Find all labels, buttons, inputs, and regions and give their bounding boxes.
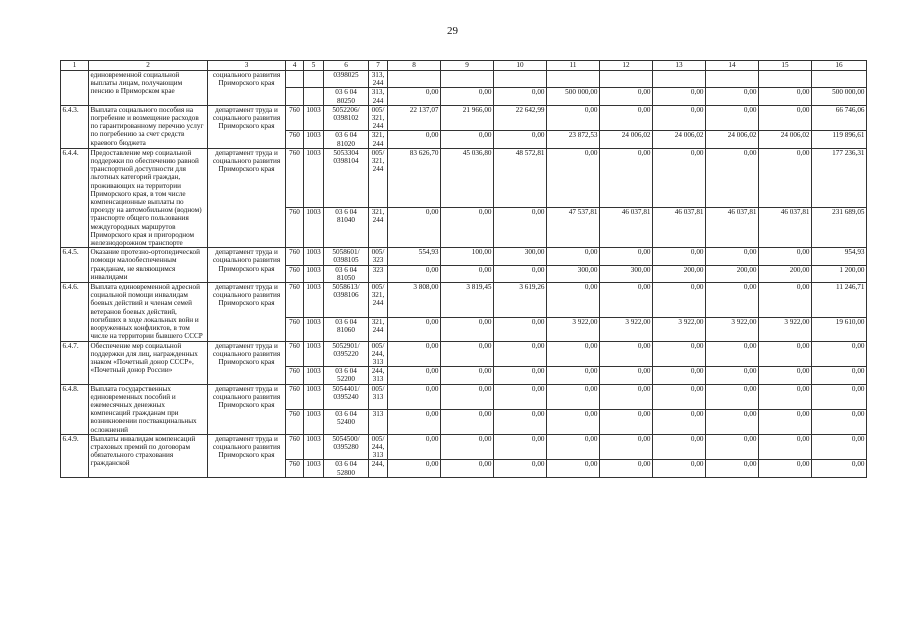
table-cell: 0,00: [759, 88, 812, 105]
table-cell: 200,00: [653, 265, 706, 282]
table-body: [61, 61, 867, 478]
table-row: [61, 341, 867, 367]
column-number: 11: [547, 61, 600, 71]
table-cell: 3 922,00: [759, 317, 812, 341]
table-cell: 6.4.5.: [61, 248, 89, 283]
table-cell: 0,00: [812, 434, 867, 460]
table-cell: 321, 244: [369, 317, 388, 341]
table-cell: 0,00: [547, 148, 600, 207]
table-cell: 321, 244: [369, 131, 388, 148]
table-cell: 0,00: [494, 88, 547, 105]
table-cell: 760: [286, 265, 304, 282]
table-cell: 0,00: [653, 367, 706, 384]
table-cell: 5054401/ 0395240: [324, 384, 369, 409]
table-cell: Выплаты инвалидам компенсаций страховых премий по договорам обязательного страхования гражданской: [89, 434, 208, 477]
column-number: 3: [208, 61, 286, 71]
table-cell: 005/ 321, 244: [369, 283, 388, 318]
table-cell: департамент труда и социального развития Приморского края: [208, 341, 286, 384]
table-cell: 0,00: [441, 367, 494, 384]
table-cell: 24 006,02: [653, 131, 706, 148]
table-cell: 0,00: [600, 434, 653, 460]
table-cell: 5058601/ 0398105: [324, 248, 369, 265]
table-cell: 760: [286, 148, 304, 207]
table-cell: 760: [286, 248, 304, 265]
table-cell: 0,00: [759, 248, 812, 265]
table-cell: 0,00: [600, 367, 653, 384]
table-cell: 0,00: [600, 460, 653, 477]
table-cell: 0,00: [812, 384, 867, 409]
table-cell: 0,00: [547, 434, 600, 460]
column-number: 1: [61, 61, 89, 71]
table-cell: 0,00: [441, 341, 494, 367]
table-cell: [304, 88, 324, 105]
table-cell: Предоставление мер социальной поддержки по обеспечению равной транспортной доступности для льготных категорий граждан, проживающих на территории Приморского края, в том числе компенсационные выплаты по проезду на автомобильном (водном) транспорте общего пользования междугородных маршрутов Приморского края и пригородном железнодорожном транспорте: [89, 148, 208, 247]
table-cell: 0,00: [759, 341, 812, 367]
table-cell: 0,00: [388, 317, 441, 341]
table-cell: 0,00: [441, 131, 494, 148]
table-cell: 760: [286, 367, 304, 384]
table-cell: 0,00: [494, 317, 547, 341]
table-cell: 760: [286, 409, 304, 434]
table-cell: 5052901/ 0395220: [324, 341, 369, 367]
table-cell: Обеспечение мер социальной поддержки для лиц, награжденных знаком «Почетный донор СССР», «Почетный донор России»: [89, 341, 208, 384]
table-cell: 0,00: [600, 283, 653, 318]
table-cell: 0,00: [441, 434, 494, 460]
table-cell: 760: [286, 283, 304, 318]
table-cell: 0,00: [653, 341, 706, 367]
table-cell: 0,00: [600, 105, 653, 131]
table-cell: 0,00: [706, 248, 759, 265]
table-cell: 0,00: [812, 341, 867, 367]
table-cell: 0,00: [547, 460, 600, 477]
table-cell: 46 037,81: [759, 208, 812, 248]
table-cell: 760: [286, 317, 304, 341]
table-cell: 005/ 313: [369, 384, 388, 409]
table-cell: 323: [369, 265, 388, 282]
table-cell: 0,00: [388, 367, 441, 384]
column-number: 4: [286, 61, 304, 71]
table-cell: департамент труда и социального развития Приморского края: [208, 248, 286, 283]
table-cell: 46 037,81: [653, 208, 706, 248]
table-cell: 5053304 0398104: [324, 148, 369, 207]
table-cell: 3 819,45: [441, 283, 494, 318]
table-cell: [653, 71, 706, 88]
column-number: 10: [494, 61, 547, 71]
table-cell: Выплата государственных единовременных пособий и ежемесячных денежных компенсаций гражданам при возникновении поствакцинальных осложнений: [89, 384, 208, 434]
table-cell: 0,00: [812, 460, 867, 477]
table-cell: 45 036,80: [441, 148, 494, 207]
table-cell: 0,00: [388, 265, 441, 282]
table-cell: 1003: [304, 248, 324, 265]
table-cell: 005/ 244, 313: [369, 341, 388, 367]
table-cell: 6.4.8.: [61, 384, 89, 434]
table-cell: 0,00: [441, 208, 494, 248]
table-cell: 03 6 04 52800: [324, 460, 369, 477]
table-cell: 300,00: [600, 265, 653, 282]
table-cell: [61, 71, 89, 106]
table-row: [61, 283, 867, 318]
table-cell: 3 619,26: [494, 283, 547, 318]
table-cell: 760: [286, 208, 304, 248]
column-number: 5: [304, 61, 324, 71]
table-cell: [600, 71, 653, 88]
table-cell: 3 808,00: [388, 283, 441, 318]
table-cell: 0,00: [388, 434, 441, 460]
table-cell: Выплата единовременной адресной социальной помощи инвалидам боевых действий и членам семей ветеранов боевых действий, погибших в ходе локальных войн и вооруженных конфликтов, в том числе на территории бывшего СССР: [89, 283, 208, 341]
table-cell: 83 626,70: [388, 148, 441, 207]
table-cell: 0,00: [494, 367, 547, 384]
table-cell: 03 6 04 52400: [324, 409, 369, 434]
table-cell: 19 610,00: [812, 317, 867, 341]
table-cell: 0,00: [759, 283, 812, 318]
table-cell: 0,00: [600, 88, 653, 105]
table-cell: 22 642,99: [494, 105, 547, 131]
column-numbers-row: [61, 61, 867, 71]
table-cell: 5052206/ 0398102: [324, 105, 369, 131]
table-cell: департамент труда и социального развития Приморского края: [208, 148, 286, 247]
table-cell: 47 537,81: [547, 208, 600, 248]
table-cell: 0,00: [494, 409, 547, 434]
table-cell: 03 6 04 81040: [324, 208, 369, 248]
table-cell: 0,00: [653, 148, 706, 207]
table-cell: 0,00: [388, 88, 441, 105]
table-cell: 0,00: [388, 341, 441, 367]
table-cell: 0,00: [706, 341, 759, 367]
table-cell: [494, 71, 547, 88]
table-cell: [388, 71, 441, 88]
table-cell: 0,00: [706, 283, 759, 318]
table-cell: 03 6 04 81050: [324, 265, 369, 282]
table-cell: 03 6 04 52200: [324, 367, 369, 384]
table-cell: 0,00: [759, 105, 812, 131]
table-cell: 313, 244: [369, 88, 388, 105]
column-number: 9: [441, 61, 494, 71]
budget-table: [60, 60, 867, 478]
table-cell: 0,00: [706, 88, 759, 105]
table-cell: 3 922,00: [653, 317, 706, 341]
table-cell: 500 000,00: [547, 88, 600, 105]
table-cell: 200,00: [759, 265, 812, 282]
table-cell: 1003: [304, 384, 324, 409]
table-cell: 005/ 323: [369, 248, 388, 265]
table-cell: 0,00: [388, 208, 441, 248]
table-cell: 100,00: [441, 248, 494, 265]
table-cell: 0,00: [547, 341, 600, 367]
table-cell: 3 922,00: [706, 317, 759, 341]
column-number: 15: [759, 61, 812, 71]
table-cell: 0,00: [653, 105, 706, 131]
table-cell: 0,00: [706, 384, 759, 409]
table-cell: департамент труда и социального развития Приморского края: [208, 283, 286, 341]
column-number: 16: [812, 61, 867, 71]
page-number: 29: [447, 25, 458, 37]
table-cell: 119 896,61: [812, 131, 867, 148]
table-cell: 321, 244: [369, 208, 388, 248]
table-cell: 0,00: [600, 341, 653, 367]
table-cell: 0,00: [441, 409, 494, 434]
table-cell: 0,00: [547, 283, 600, 318]
table-cell: 244, 313: [369, 367, 388, 384]
table-cell: [812, 71, 867, 88]
table-cell: 760: [286, 341, 304, 367]
table-cell: 760: [286, 384, 304, 409]
table-cell: 005/ 321, 244: [369, 105, 388, 131]
table-cell: 1 200,00: [812, 265, 867, 282]
table-cell: 0,00: [706, 148, 759, 207]
table-cell: 0,00: [547, 409, 600, 434]
table-cell: 0,00: [600, 148, 653, 207]
table-cell: 03 6 04 81020: [324, 131, 369, 148]
table-cell: 0,00: [706, 409, 759, 434]
table-cell: 1003: [304, 367, 324, 384]
table-cell: 0,00: [706, 367, 759, 384]
table-cell: 0,00: [388, 409, 441, 434]
table-cell: 0,00: [494, 131, 547, 148]
table-cell: 300,00: [547, 265, 600, 282]
table-cell: 0,00: [653, 384, 706, 409]
table-cell: 1003: [304, 317, 324, 341]
table-cell: [759, 71, 812, 88]
table-cell: 244,: [369, 460, 388, 477]
table-cell: департамент труда и социального развития Приморского края: [208, 384, 286, 434]
table-cell: 0,00: [494, 265, 547, 282]
table-cell: 0,00: [759, 367, 812, 384]
table-cell: 24 006,02: [706, 131, 759, 148]
table-cell: 21 966,00: [441, 105, 494, 131]
table-cell: 46 037,81: [706, 208, 759, 248]
table-cell: [706, 71, 759, 88]
table-cell: 0,00: [547, 367, 600, 384]
table-cell: 0,00: [653, 248, 706, 265]
table-cell: 0,00: [812, 409, 867, 434]
table-row: [61, 71, 867, 88]
table-cell: 1003: [304, 105, 324, 131]
table-cell: 11 246,71: [812, 283, 867, 318]
table-cell: 0,00: [494, 384, 547, 409]
table-cell: 1003: [304, 208, 324, 248]
table-cell: 0,00: [653, 88, 706, 105]
table-cell: 0,00: [441, 460, 494, 477]
table-cell: 231 689,05: [812, 208, 867, 248]
table-cell: Оказание протезно-ортопедической помощи малообеспеченным гражданам, не являющимся инвалидами: [89, 248, 208, 283]
table-cell: 0,00: [759, 384, 812, 409]
table-row: [61, 105, 867, 131]
table-cell: 5058613/ 0398106: [324, 283, 369, 318]
table-cell: 1003: [304, 148, 324, 207]
table-cell: Выплата социального пособия на погребение и возмещение расходов по гарантированному перечню услуг по погребению за счет средств краевого бюджета: [89, 105, 208, 148]
table-cell: 0,00: [547, 384, 600, 409]
table-cell: 1003: [304, 131, 324, 148]
table-cell: 0,00: [759, 460, 812, 477]
table-cell: [441, 71, 494, 88]
table-cell: 0,00: [600, 248, 653, 265]
table-cell: 0,00: [494, 434, 547, 460]
column-number: 12: [600, 61, 653, 71]
table-cell: 6.4.3.: [61, 105, 89, 148]
table-cell: 0,00: [547, 248, 600, 265]
table-cell: 0,00: [441, 384, 494, 409]
table-cell: 0,00: [759, 148, 812, 207]
table-cell: 0,00: [706, 434, 759, 460]
table-cell: 313, 244: [369, 71, 388, 88]
table-cell: 03 6 04 81060: [324, 317, 369, 341]
table-cell: 760: [286, 105, 304, 131]
table-cell: 760: [286, 460, 304, 477]
table-cell: 0,00: [653, 283, 706, 318]
table-cell: 1003: [304, 265, 324, 282]
table-cell: 24 006,02: [759, 131, 812, 148]
table-cell: [304, 71, 324, 88]
column-number: 8: [388, 61, 441, 71]
table-cell: 1003: [304, 341, 324, 367]
table-cell: 0,00: [441, 317, 494, 341]
table-cell: 0,00: [547, 105, 600, 131]
table-cell: департамент труда и социального развития Приморского края: [208, 434, 286, 477]
table-row: [61, 384, 867, 409]
table-cell: 0,00: [759, 434, 812, 460]
table-cell: 760: [286, 131, 304, 148]
table-cell: 0,00: [388, 131, 441, 148]
table-cell: 6.4.6.: [61, 283, 89, 341]
table-cell: 005/ 244, 313: [369, 434, 388, 460]
table-cell: 0,00: [388, 384, 441, 409]
table-cell: 0,00: [653, 460, 706, 477]
column-number: 6: [324, 61, 369, 71]
table-cell: 0,00: [441, 88, 494, 105]
table-cell: 177 236,31: [812, 148, 867, 207]
table-cell: 0,00: [441, 265, 494, 282]
table-cell: 3 922,00: [600, 317, 653, 341]
table-cell: 48 572,81: [494, 148, 547, 207]
table-cell: 313: [369, 409, 388, 434]
table-cell: 0,00: [388, 460, 441, 477]
table-cell: 554,93: [388, 248, 441, 265]
table-cell: 005/ 321, 244: [369, 148, 388, 207]
table-cell: 5054500/ 0395280: [324, 434, 369, 460]
table-cell: 0,00: [759, 409, 812, 434]
table-cell: 1003: [304, 283, 324, 318]
table-cell: 24 006,02: [600, 131, 653, 148]
column-number: 13: [653, 61, 706, 71]
table-row: [61, 248, 867, 265]
table-cell: 0398025: [324, 71, 369, 88]
table-cell: 0,00: [600, 384, 653, 409]
table-cell: 0,00: [653, 434, 706, 460]
table-cell: 0,00: [494, 208, 547, 248]
table-cell: 46 037,81: [600, 208, 653, 248]
table-cell: 0,00: [600, 409, 653, 434]
table-cell: 23 872,53: [547, 131, 600, 148]
column-number: 2: [89, 61, 208, 71]
table-cell: социального развития Примoрского края: [208, 71, 286, 106]
column-number: 7: [369, 61, 388, 71]
table-cell: 6.4.4.: [61, 148, 89, 247]
table-cell: 0,00: [812, 367, 867, 384]
table-cell: 500 000,00: [812, 88, 867, 105]
table-row: [61, 148, 867, 207]
table-cell: 1003: [304, 409, 324, 434]
table-cell: единовременной социальной выплаты лицам, получающим пенсию в Приморском крае: [89, 71, 208, 106]
table-cell: департамент труда и социального развития Приморского края: [208, 105, 286, 148]
table-cell: 0,00: [706, 460, 759, 477]
table-cell: 0,00: [706, 105, 759, 131]
table-cell: 1003: [304, 434, 324, 460]
table-cell: 3 922,00: [547, 317, 600, 341]
table-row: [61, 434, 867, 460]
table-cell: 1003: [304, 460, 324, 477]
table-cell: 0,00: [494, 460, 547, 477]
table-cell: 0,00: [653, 409, 706, 434]
table-cell: 0,00: [494, 341, 547, 367]
table-cell: [547, 71, 600, 88]
table-cell: 66 746,06: [812, 105, 867, 131]
table-cell: 6.4.9.: [61, 434, 89, 477]
table-cell: 6.4.7.: [61, 341, 89, 384]
table-cell: 954,93: [812, 248, 867, 265]
table-cell: 22 137,07: [388, 105, 441, 131]
column-number: 14: [706, 61, 759, 71]
table-cell: 03 6 04 80250: [324, 88, 369, 105]
table-cell: 760: [286, 434, 304, 460]
table-cell: [286, 88, 304, 105]
table-cell: [286, 71, 304, 88]
table-cell: 300,00: [494, 248, 547, 265]
table-cell: 200,00: [706, 265, 759, 282]
